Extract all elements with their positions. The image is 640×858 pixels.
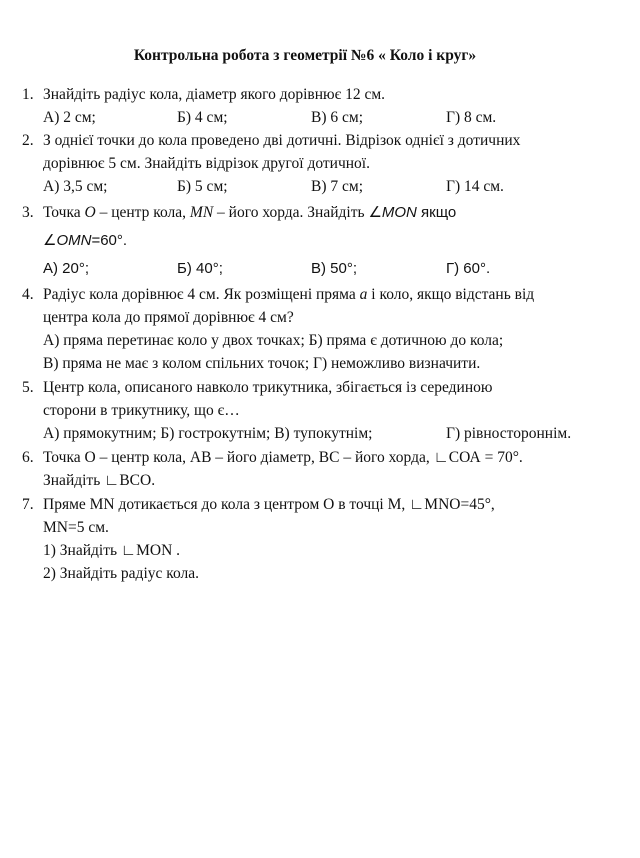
subtask-1: 1) Знайдіть ∟MON . <box>43 542 181 559</box>
options-line-1: А) пряма перетинає коло у двох точках; Б) пряма є дотичною до кола; <box>43 332 504 349</box>
option-c: В) 50°; <box>311 260 358 277</box>
question-text-cont: центра кола до прямої дорівнює 4 см? <box>43 309 294 326</box>
question-number: 7. <box>22 496 34 513</box>
question-text-cont: Знайдіть ∟ВСО. <box>43 472 156 489</box>
option-b: Б) 40°; <box>177 260 223 277</box>
option-a: А) 20°; <box>43 260 90 277</box>
option-d: Г) 60°. <box>446 260 491 277</box>
option-a: А) 3,5 см; <box>43 178 108 195</box>
option-c: В) 7 см; <box>311 178 363 195</box>
question-text-cont: MN=5 см. <box>43 519 109 536</box>
question-text-cont: ∠OMN=60°. <box>43 232 128 249</box>
question-number: 3. <box>22 204 34 221</box>
point-o: O <box>84 204 96 221</box>
options-abc: А) прямокутним; Б) гострокутнім; В) тупокутнім; <box>43 425 373 442</box>
option-c: В) 6 см; <box>311 109 363 126</box>
question-text: Знайдіть радіус кола, діаметр якого дорівнює 12 см. <box>43 86 386 103</box>
option-b: Б) 4 см; <box>177 109 228 126</box>
option-a: А) 2 см; <box>43 109 96 126</box>
line-a: a <box>359 286 368 303</box>
question-text: Точка О – центр кола, АВ – його діаметр, ВС – його хорда, ∟СОА = 70°. <box>43 449 523 466</box>
question-text: З однієї точки до кола проведено дві дотичні. Відрізок однієї з дотичних <box>43 132 521 149</box>
question-text: Центр кола, описаного навколо трикутника, збігається із серединою <box>43 379 493 396</box>
question-text: Пряме MN дотикається до кола з центром О в точці М, ∟MNO=45°, <box>43 496 495 513</box>
question-number: 5. <box>22 379 34 396</box>
question-text: Радіус кола дорівнює 4 см. Як розміщені пряма a і коло, якщо відстань від <box>43 286 535 303</box>
question-number: 4. <box>22 286 34 303</box>
page-title: Контрольна робота з геометрії №6 « Коло і круг» <box>133 47 477 64</box>
option-d: Г) рівностороннім. <box>446 425 572 442</box>
question-text-cont: сторони в трикутнику, що є… <box>43 402 240 419</box>
chord-mn: MN <box>189 204 214 221</box>
question-number: 6. <box>22 449 34 466</box>
option-d: Г) 8 см. <box>446 109 497 126</box>
question-number: 1. <box>22 86 34 103</box>
option-b: Б) 5 см; <box>177 178 228 195</box>
option-d: Г) 14 см. <box>446 178 504 195</box>
question-text: Точка O – центр кола, MN – його хорда. Знайдіть ∠MON якщо <box>43 204 457 221</box>
question-text-cont: дорівнює 5 см. Знайдіть відрізок другої дотичної. <box>43 155 370 172</box>
angle-mon: ∠MON <box>368 204 417 221</box>
subtask-2: 2) Знайдіть радіус кола. <box>43 565 200 582</box>
angle-omn: ∠OMN <box>43 232 92 249</box>
question-number: 2. <box>22 132 34 149</box>
options-line-2: В) пряма не має з колом спільних точок; Г) неможливо визначити. <box>43 355 481 372</box>
